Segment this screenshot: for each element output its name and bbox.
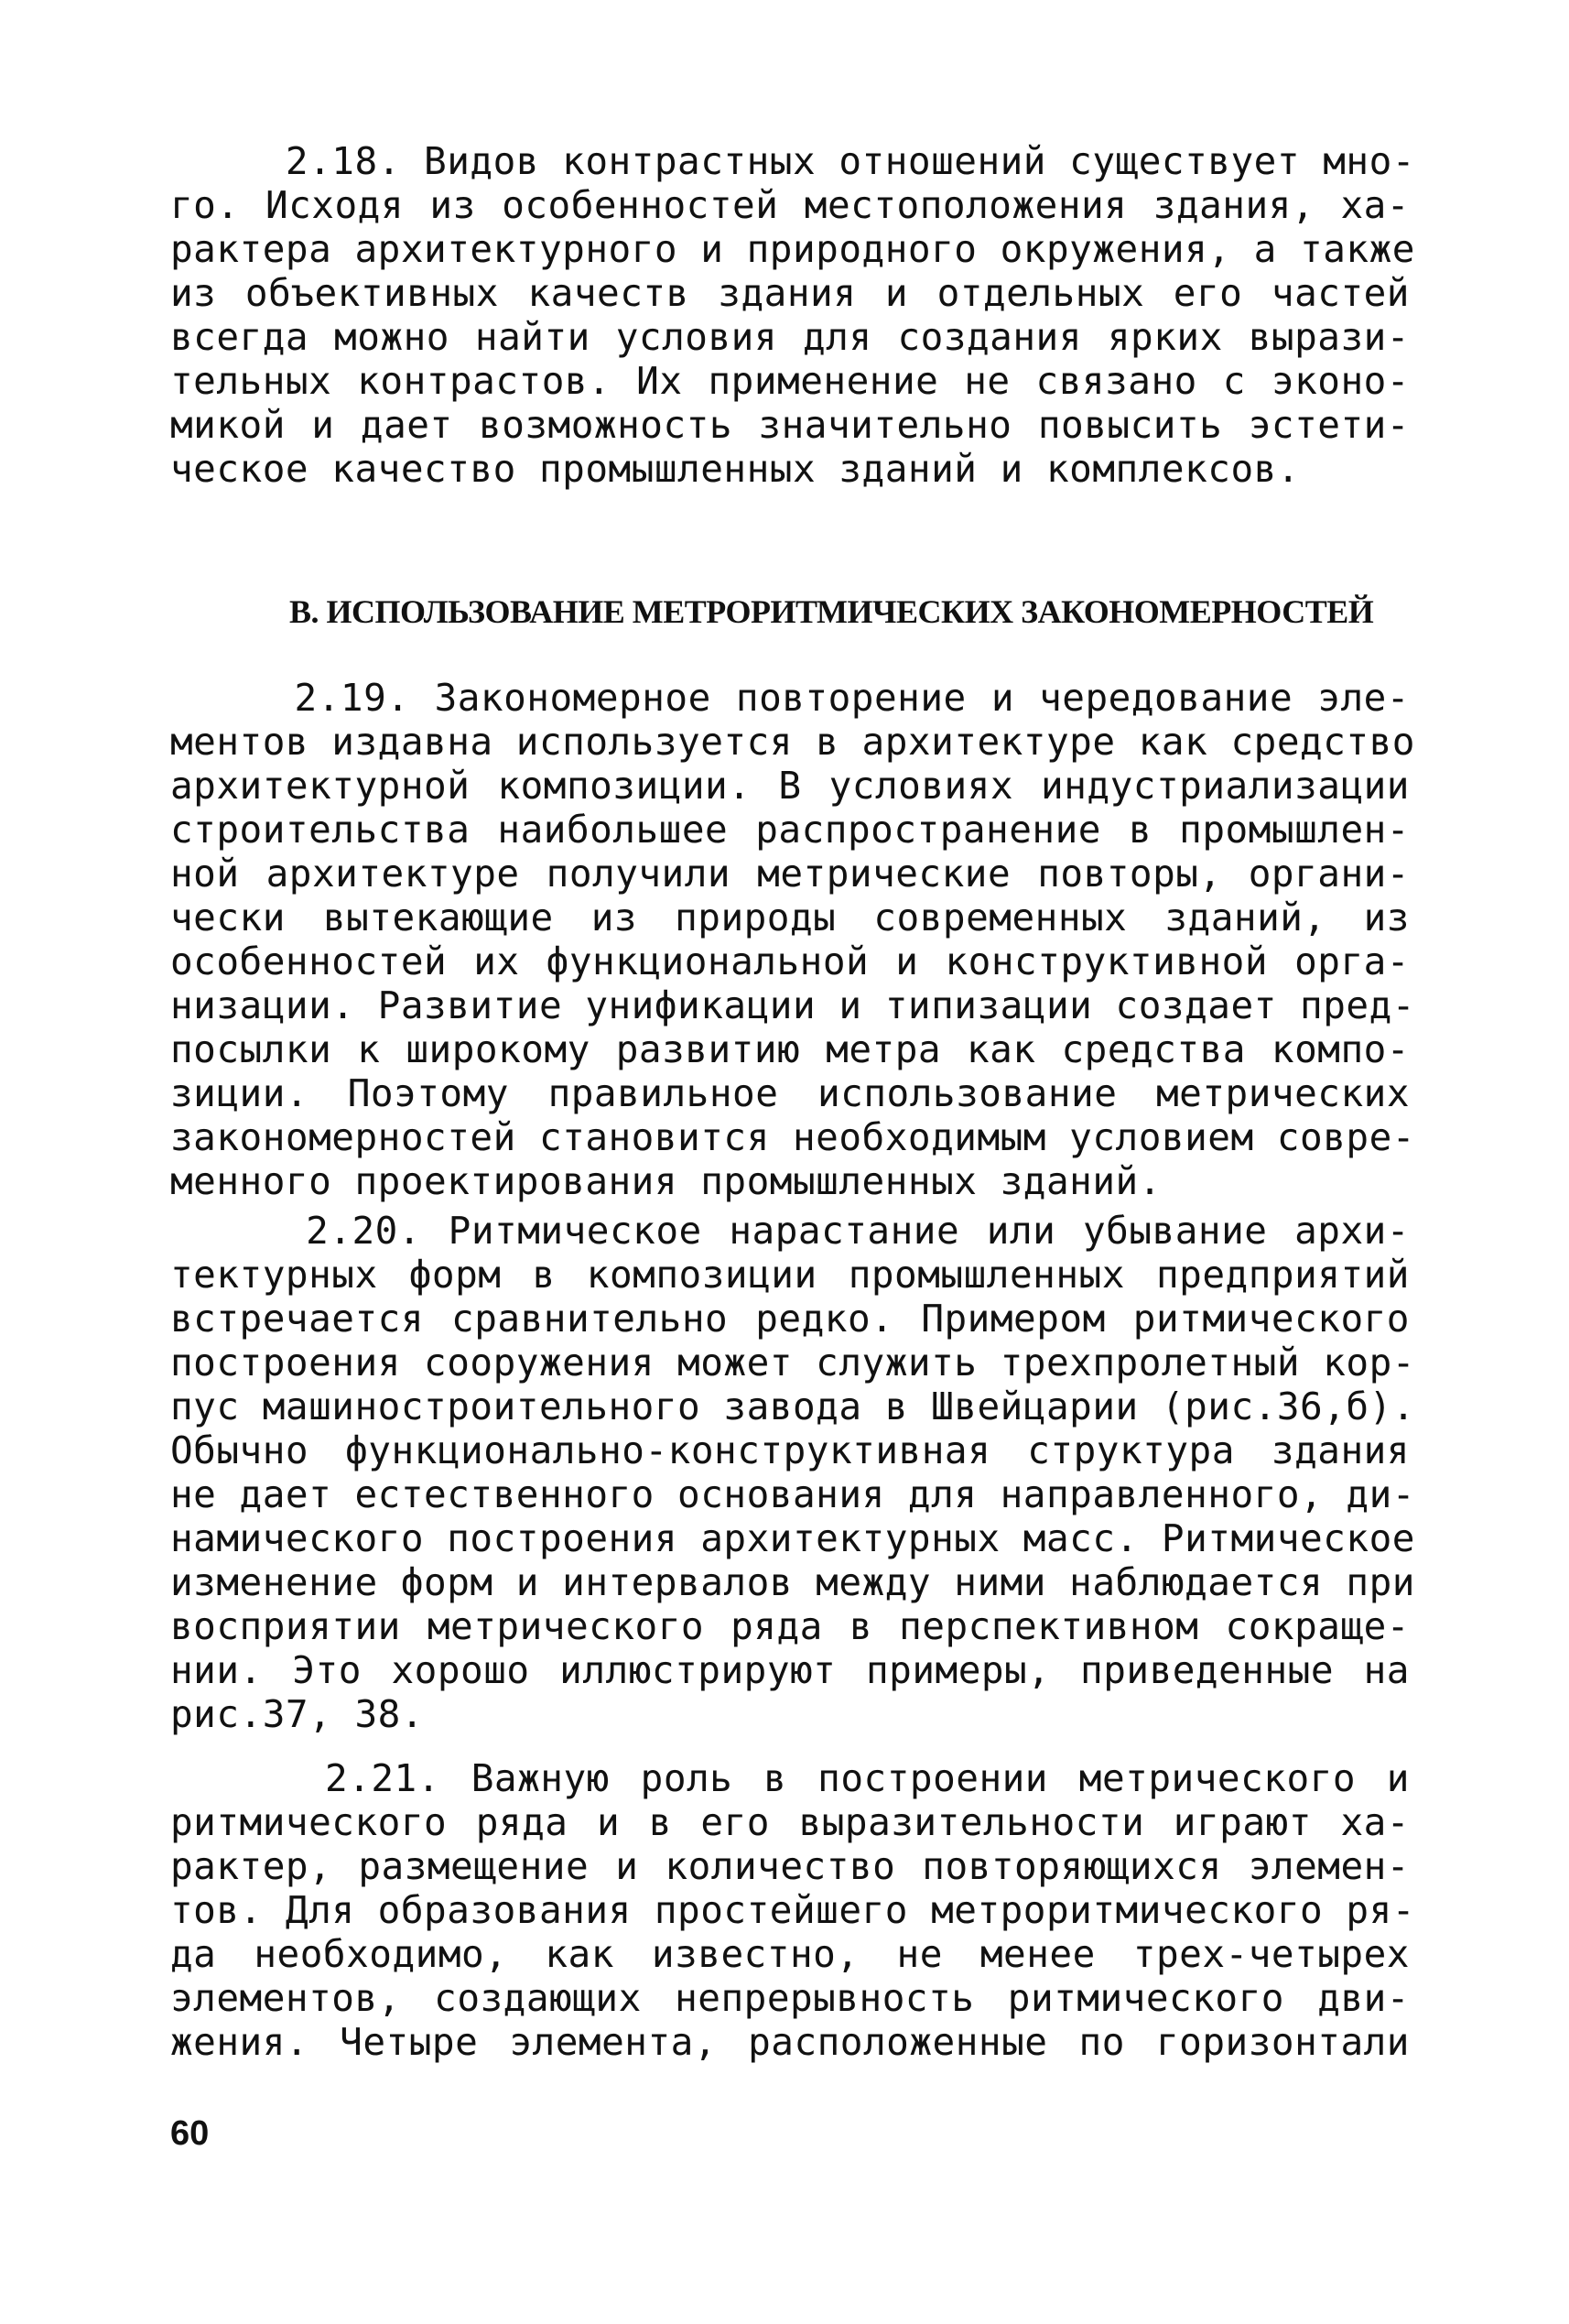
paragraph-2-20-line: рис.37, 38. bbox=[170, 1692, 425, 1736]
paragraph-2-18-line: ческое качество промышленных зданий и комплексов. bbox=[170, 447, 1301, 491]
paragraph-2-21-line: тов. Для образования простейшего метроритмического ря- bbox=[170, 1888, 1415, 1932]
paragraph-2-20-line: намического построения архитектурных масс. Ритмическое bbox=[170, 1516, 1415, 1560]
section-heading: В. ИСПОЛЬЗОВАНИЕ МЕТРОРИТМИЧЕСКИХ ЗАКОНОМЕРНОСТЕЙ bbox=[289, 593, 1374, 630]
paragraph-2-20-line: 2.20. Ритмическое нарастание или убывание архи- bbox=[170, 1209, 1410, 1253]
paragraph-2-20-line: построения сооружения может служить трехпролетный кор- bbox=[170, 1341, 1415, 1385]
paragraph-2-20-line: не дает естественного основания для направленного, ди- bbox=[170, 1472, 1415, 1516]
paragraph-2-18-line: тельных контрастов. Их применение не связано с эконо- bbox=[170, 359, 1410, 403]
paragraph-2-21-line: да необходимо, как известно, не менее трех-четырех bbox=[170, 1932, 1410, 1976]
paragraph-2-21-line: 2.21. Важную роль в построении метрического и bbox=[170, 1756, 1410, 1800]
paragraph-2-19-line: архитектурной композиции. В условиях индустриализации bbox=[170, 764, 1410, 808]
paragraph-2-20-line: тектурных форм в композиции промышленных предприятий bbox=[170, 1253, 1410, 1297]
paragraph-2-19-line: 2.19. Закономерное повторение и чередование эле- bbox=[170, 676, 1410, 720]
paragraph-2-21-line: ритмического ряда и в его выразительности играют ха- bbox=[170, 1800, 1410, 1844]
paragraph-2-19-line: зиции. Поэтому правильное использование метрических bbox=[170, 1071, 1410, 1115]
paragraph-2-18-line: го. Исходя из особенностей местоположения здания, ха- bbox=[170, 183, 1410, 227]
paragraph-2-19-line: ной архитектуре получили метрические повторы, органи- bbox=[170, 852, 1410, 896]
paragraph-2-19-line: строительства наибольшее распространение в промышлен- bbox=[170, 808, 1410, 852]
page-number: 60 bbox=[170, 2114, 210, 2153]
paragraph-2-18-line: рактера архитектурного и природного окружения, а также bbox=[170, 227, 1415, 271]
paragraph-2-18-line: всегда можно найти условия для создания ярких вырази- bbox=[170, 315, 1410, 359]
paragraph-2-18-line: 2.18. Видов контрастных отношений существует мно- bbox=[170, 139, 1415, 183]
paragraph-2-19-line: особенностей их функциональной и конструктивной орга- bbox=[170, 939, 1410, 983]
paragraph-2-19-line: чески вытекающие из природы современных зданий, из bbox=[170, 896, 1410, 939]
paragraph-2-21-line: элементов, создающих непрерывность ритмического дви- bbox=[170, 1976, 1410, 2020]
paragraph-2-21-line: рактер, размещение и количество повторяющихся элемен- bbox=[170, 1844, 1410, 1888]
paragraph-2-18-line: микой и дает возможность значительно повысить эстети- bbox=[170, 403, 1410, 447]
paragraph-2-20-line: встречается сравнительно редко. Примером ритмического bbox=[170, 1297, 1410, 1341]
paragraph-2-20-line: пус машиностроительного завода в Швейцарии (рис.36,б). bbox=[170, 1385, 1415, 1428]
paragraph-2-21-line: жения. Четыре элемента, расположенные по горизонтали bbox=[170, 2020, 1410, 2064]
paragraph-2-20-line: восприятии метрического ряда в перспективном сокраще- bbox=[170, 1604, 1410, 1648]
paragraph-2-18-line: из объективных качеств здания и отдельных его частей bbox=[170, 271, 1410, 315]
paragraph-2-19-line: низации. Развитие унификации и типизации создает пред- bbox=[170, 983, 1415, 1027]
paragraph-2-20-line: Обычно функционально-конструктивная структура здания bbox=[170, 1428, 1410, 1472]
paragraph-2-20-line: изменение форм и интервалов между ними наблюдается при bbox=[170, 1560, 1415, 1604]
paragraph-2-19-line: посылки к широкому развитию метра как средства компо- bbox=[170, 1027, 1410, 1071]
paragraph-2-19-line: ментов издавна используется в архитектуре как средство bbox=[170, 720, 1415, 764]
paragraph-2-20-line: нии. Это хорошо иллюстрируют примеры, приведенные на bbox=[170, 1648, 1410, 1692]
paragraph-2-19-line: закономерностей становится необходимым условием совре- bbox=[170, 1115, 1415, 1159]
paragraph-2-19-line: менного проектирования промышленных зданий. bbox=[170, 1159, 1162, 1203]
